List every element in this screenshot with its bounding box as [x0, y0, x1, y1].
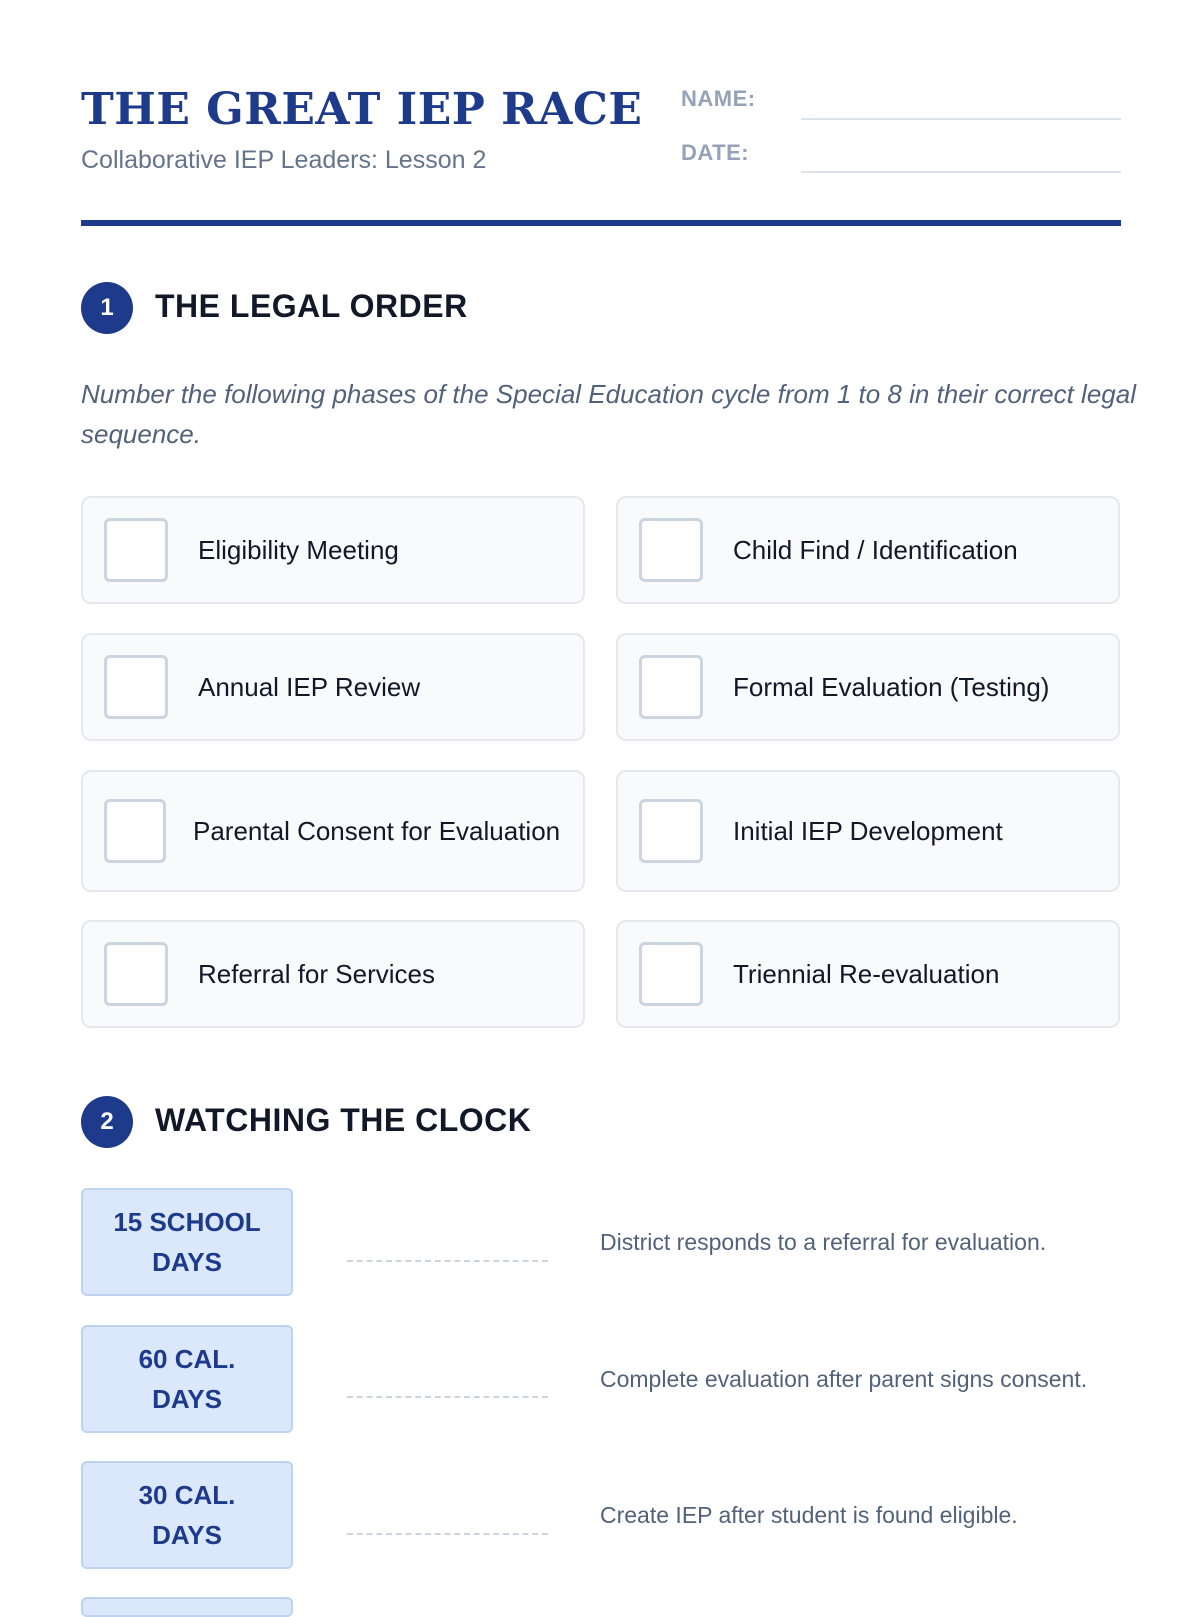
order-item-label: Triennial Re-evaluation [733, 959, 1000, 989]
date-line[interactable] [801, 171, 1121, 173]
match-line[interactable] [347, 1533, 548, 1535]
deadline-description: Complete evaluation after parent signs consent. [600, 1366, 1088, 1392]
order-item-card [81, 770, 585, 892]
order-item-card [81, 920, 585, 1028]
order-number-box[interactable] [104, 942, 168, 1006]
order-item-label: Parental Consent for Evaluation [193, 816, 561, 846]
order-number-box[interactable] [639, 518, 703, 582]
section-2-number: 2 [81, 1096, 133, 1148]
order-item-label: Initial IEP Development [733, 816, 1003, 846]
section-1-instructions: Number the following phases of the Special Education cycle from 1 to 8 in their correct legal sequence. [81, 379, 1136, 449]
order-item-label: Child Find / Identification [733, 535, 1018, 565]
order-item-label: Annual IEP Review [198, 672, 421, 702]
name-line[interactable] [801, 118, 1121, 120]
header-divider [81, 220, 1121, 226]
order-item-card [616, 920, 1120, 1028]
order-number-box[interactable] [639, 799, 703, 863]
order-number-box[interactable] [639, 942, 703, 1006]
order-item-label: Formal Evaluation (Testing) [733, 672, 1050, 702]
deadline-badge: 15 SCHOOL DAYS [81, 1188, 293, 1296]
order-item-label: Referral for Services [198, 959, 435, 989]
deadline-badge: 60 CAL. DAYS [81, 1325, 293, 1433]
order-item-card [81, 633, 585, 741]
section-1-title: THE LEGAL ORDER [155, 288, 468, 324]
order-item-label: Eligibility Meeting [198, 535, 399, 565]
deadline-badge-partial [81, 1597, 293, 1617]
order-number-box[interactable] [104, 655, 168, 719]
order-item-card [81, 496, 585, 604]
date-label: DATE: [681, 140, 750, 165]
match-line[interactable] [347, 1260, 548, 1262]
order-number-box[interactable] [104, 799, 166, 863]
order-number-box[interactable] [639, 655, 703, 719]
order-item-card [616, 770, 1120, 892]
match-line[interactable] [347, 1396, 548, 1398]
section-2-title: WATCHING THE CLOCK [155, 1102, 532, 1138]
deadline-description: Create IEP after student is found eligible. [600, 1502, 1018, 1528]
order-number-box[interactable] [104, 518, 168, 582]
deadline-badge: 30 CAL. DAYS [81, 1461, 293, 1569]
worksheet-subtitle: Collaborative IEP Leaders: Lesson 2 [81, 146, 487, 174]
name-label: NAME: [681, 86, 756, 111]
section-1-number: 1 [81, 282, 133, 334]
order-item-card [616, 496, 1120, 604]
deadline-description: District responds to a referral for evaluation. [600, 1229, 1047, 1255]
worksheet-title: THE GREAT IEP RACE [81, 84, 643, 135]
order-item-card [616, 633, 1120, 741]
